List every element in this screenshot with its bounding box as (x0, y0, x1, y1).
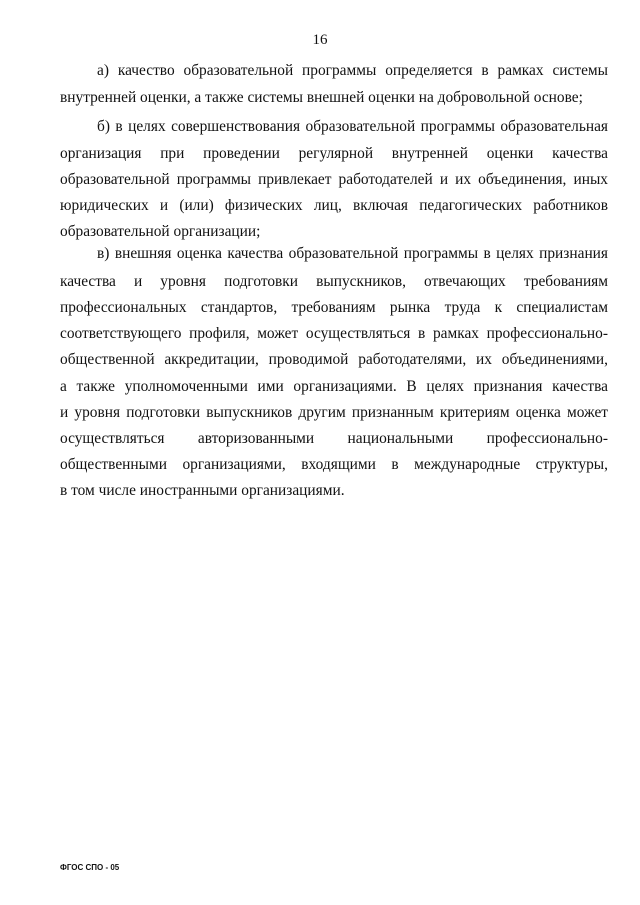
paragraph-c-line: качества и уровня подготовки выпускников, отвечающих требованиям (60, 273, 608, 290)
paragraph-c-line: общественной аккредитации, проводимой работодателями, их объединениями, (60, 351, 608, 368)
page-number: 16 (312, 32, 328, 48)
paragraph-b-line: организация при проведении регулярной внутренней оценки качества (60, 145, 608, 162)
paragraph-c-line: соответствующего профиля, может осуществляться в рамках профессионально- (60, 325, 608, 342)
paragraph-c-line: и уровня подготовки выпускников другим признанным критериям оценка может (60, 404, 608, 421)
paragraph-c-line: общественными организациями, входящими в международные структуры, (60, 456, 608, 473)
paragraph-c-line: профессиональных стандартов, требованиям рынка труда к специалистам (60, 299, 608, 316)
footer-document-code: ФГОС СПО - 05 (60, 863, 120, 872)
paragraph-c-line: в) внешняя оценка качества образовательной программы в целях признания (97, 245, 608, 262)
paragraph-b-line: образовательной организации; (60, 223, 261, 240)
paragraph-a-line: внутренней оценки, а также системы внешней оценки на добровольной основе; (60, 89, 583, 106)
paragraph-c-line: осуществляться авторизованными национальными профессионально- (60, 430, 608, 447)
paragraph-b-line: юридических и (или) физических лиц, включая педагогических работников (60, 197, 608, 214)
paragraph-b-line: образовательной программы привлекает работодателей и их объединения, иных (60, 171, 608, 188)
paragraph-c-line: а также уполномоченными ими организациями. В целях признания качества (60, 378, 608, 395)
paragraph-b-line: б) в целях совершенствования образовательной программы образовательная (97, 118, 608, 135)
paragraph-a-line: а) качество образовательной программы определяется в рамках системы (97, 62, 608, 79)
paragraph-c-line: в том числе иностранными организациями. (60, 482, 345, 499)
